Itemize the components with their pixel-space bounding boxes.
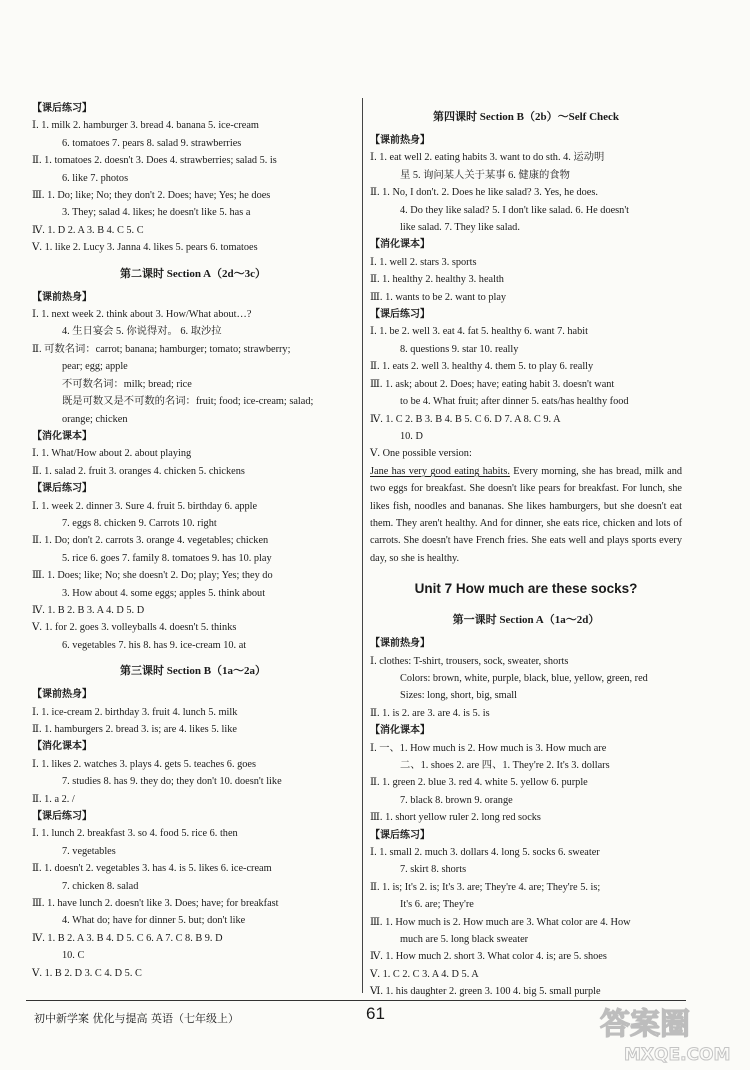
exercise-section-label: 【消化课本】 [32,741,92,753]
answer-line-continued: 既是可数又是不可数的名词：fruit; food; ice-cream; salad; [62,396,314,408]
answer-line: Ⅴ. 1. B 2. D 3. C 4. D 5. C [32,967,142,979]
answer-line-continued: 7. skirt 8. shorts [400,864,467,876]
answer-line: Ⅰ. 1. milk 2. hamburger 3. bread 4. banana 5. ice-cream [32,120,259,132]
lesson-heading: 第二课时 Section A（2d～3c） [119,267,267,280]
answer-line-continued: 10. D [400,430,423,442]
answer-line: Ⅰ. 1. lunch 2. breakfast 3. so 4. food 5. rice 6. then [32,828,238,840]
answer-line: Ⅴ. 1. C 2. C 3. A 4. D 5. A [370,968,479,980]
answer-line-continued: to be 4. What fruit; after dinner 5. eats/has healthy food [400,396,629,408]
answer-line-continued: 7. vegetables [62,845,116,857]
answer-line-continued: pear; egg; apple [62,361,128,373]
answer-line: Ⅱ. 1. is 2. are 3. are 4. is 5. is [370,707,490,719]
watermark-text: 答案圈 [600,1007,690,1042]
answer-line: Ⅲ. 1. Do; like; No; they don't 2. Does; have; Yes; he does [32,190,271,202]
answer-line: Ⅰ. 1. ice-cream 2. birthday 3. fruit 4. lunch 5. milk [32,706,238,718]
answer-line: Ⅱ. 1. doesn't 2. vegetables 3. has 4. is 5. likes 6. ice-cream [32,863,272,875]
book-title: 初中新学案 优化与提高 英语（七年级上） [34,1012,239,1025]
exercise-section-label: 【消化课本】 [370,239,430,251]
answer-line-continued: Sizes: long, short, big, small [400,690,517,702]
answer-line: Ⅲ. 1. Does; like; No; she doesn't 2. Do; play; Yes; they do [32,570,273,582]
answer-line-continued: 7. black 8. brown 9. orange [400,794,513,806]
exercise-section-label: 【课后练习】 [32,811,92,823]
answer-line: Ⅰ. 1. What/How about 2. about playing [32,448,192,460]
answer-line: Ⅳ. 1. B 2. A 3. B 4. D 5. C 6. A 7. C 8. B 9. D [32,932,223,944]
answer-line: Ⅱ. 1. green 2. blue 3. red 4. white 5. yellow 6. purple [370,777,588,789]
answer-line-continued: 6. like 7. photos [62,172,129,184]
answer-line-continued: 3. They; salad 4. likes; he doesn't like 5. has a [62,207,251,219]
answer-line: Ⅱ. 1. healthy 2. healthy 3. health [370,274,504,286]
answer-line: Ⅰ. clothes: T-shirt, trousers, sock, sweater, shorts [370,655,569,667]
answer-line: Ⅰ. 1. small 2. much 3. dollars 4. long 5. socks 6. sweater [370,847,600,859]
answer-line: Ⅰ. 1. be 2. well 3. eat 4. fat 5. healthy 6. want 7. habit [370,326,588,338]
answer-line-continued: 4. Do they like salad? 5. I don't like salad. 6. He doesn't [400,204,630,216]
answer-line-continued: 4. 生日宴会 5. 你说得对。 6. 取沙拉 [62,326,222,338]
answer-line: Ⅴ. 1. for 2. goes 3. volleyballs 4. doesn't 5. thinks [32,622,237,634]
answer-line: Ⅱ. 1. is; It's 2. is; It's 3. are; They're 4. are; They're 5. is; [370,881,601,893]
answer-line: Ⅱ. 1. eats 2. well 3. healthy 4. them 5. to play 6. really [370,361,594,373]
exercise-section-label: 【消化课本】 [32,430,92,442]
answer-line: Ⅳ. 1. B 2. B 3. A 4. D 5. D [32,604,145,616]
column-divider [362,98,363,993]
answer-line: Ⅰ. 1. well 2. stars 3. sports [370,256,477,268]
answer-line-continued: 6. tomatoes 7. pears 8. salad 9. strawberries [62,137,242,149]
answer-line: Ⅰ. 1. likes 2. watches 3. plays 4. gets 5. teaches 6. goes [32,758,256,770]
answer-line: Ⅰ. 一、1. How much is 2. How much is 3. How much are [370,742,607,754]
exercise-section-label: 【课后练习】 [32,103,92,114]
answer-line: Ⅵ. 1. his daughter 2. green 3. 100 4. big 5. small purple [370,986,601,998]
answer-line-continued: 星 5. 询问某人关于某事 6. 健康的食物 [400,169,570,181]
answer-line: Ⅱ. 1. salad 2. fruit 3. oranges 4. chicken 5. chickens [32,465,245,477]
answer-line: Ⅲ. 1. short yellow ruler 2. long red socks [370,812,541,824]
answer-line: Ⅲ. 1. ask; about 2. Does; have; eating habit 3. doesn't want [370,378,615,390]
left-answer-column [32,100,354,982]
answer-line: Ⅲ. 1. How much is 2. How much are 3. What color are 4. How [370,916,631,928]
lesson-heading: 第一课时 Section A（1a～2d） [452,614,600,627]
exercise-section-label: 【课前热身】 [32,689,92,701]
exercise-section-label: 【课前热身】 [370,135,430,146]
answer-line-continued: 10. C [62,950,85,962]
exercise-section-label: 【课前热身】 [32,291,92,303]
answer-line: Ⅰ. 1. next week 2. think about 3. How/What about…? [32,309,252,321]
answer-line-continued: 8. questions 9. star 10. really [400,343,519,355]
answer-line-continued: 7. eggs 8. chicken 9. Carrots 10. right [62,517,217,529]
answer-line: Ⅰ. 1. week 2. dinner 3. Sure 4. fruit 5. birthday 6. apple [32,500,258,512]
answer-line-continued: 3. How about 4. some eggs; apples 5. think about [62,587,266,599]
answer-line: Ⅳ. 1. How much 2. short 3. What color 4. is; are 5. shoes [370,951,607,963]
answer-line-continued: 5. rice 6. goes 7. family 8. tomatoes 9. has 10. play [62,552,272,564]
answer-line: Ⅱ. 1. a 2. / [32,793,75,805]
watermark-url: MXQE.COM [624,1045,731,1065]
exercise-section-label: 【课后练习】 [370,829,430,841]
exercise-section-label: 【课后练习】 [370,309,430,321]
answer-line-continued: 二、1. shoes 2. are 四、1. They're 2. It's 3. dollars [400,760,610,771]
answer-line-continued: 6. vegetables 7. his 8. has 9. ice-cream 10. at [62,639,247,651]
answer-line-continued: 不可数名词：milk; bread; rice [62,378,192,390]
exercise-section-label: 【课前热身】 [370,638,430,650]
answer-line: Ⅴ. 1. like 2. Lucy 3. Janna 4. likes 5. pears 6. tomatoes [32,242,258,254]
exercise-section-label: 【课后练习】 [32,483,92,495]
answer-line: Ⅱ. 1. hamburgers 2. bread 3. is; are 4. likes 5. like [32,724,237,735]
answer-line-continued: It's 6. are; They're [400,899,474,911]
answer-line: Ⅲ. 1. wants to be 2. want to play [370,291,507,303]
answer-line: Ⅰ. 1. eat well 2. eating habits 3. want to do sth. 4. 运动明 [370,152,605,164]
page-number: 61 [366,1004,385,1023]
answer-line-continued: like salad. 7. They like salad. [400,222,520,234]
answer-line: Ⅳ. 1. C 2. B 3. B 4. B 5. C 6. D 7. A 8. C 9. A [370,413,561,425]
answer-line: Ⅳ. 1. D 2. A 3. B 4. C 5. C [32,224,144,236]
answer-line: Ⅱ. 可数名词：carrot; banana; hamburger; tomato; strawberry; [32,343,291,355]
essay-body: Every morning, she has bread, milk and two eggs for breakfast. She doesn't like pears for breakfast. For lunch, she likes fish, noodles and bananas. She likes hamburgers, but she doesn't eat them. They aren't healthy. And for dinner, she eats rice, chicken and lots of carrots. She doesn't have French fries. She eats well and plays sports every day, so she is healthy. [370,465,682,564]
lesson-heading: 第四课时 Section B（2b）～Self Check [432,111,620,123]
sample-essay [370,463,682,567]
unit-heading: Unit 7 How much are these socks? [414,581,638,597]
footer-rule [26,1000,686,1001]
answer-line: Ⅱ. 1. tomatoes 2. doesn't 3. Does 4. strawberries; salad 5. is [32,155,277,167]
right-answer-column [370,100,682,1001]
answer-line: Ⅲ. 1. have lunch 2. doesn't like 3. Does; have; for breakfast [32,898,279,910]
answer-line: Ⅱ. 1. Do; don't 2. carrots 3. orange 4. vegetables; chicken [32,535,269,547]
answer-line-continued: 4. What do; have for dinner 5. but; don't like [62,915,246,927]
answer-line: Ⅴ. One possible version: [370,448,472,460]
exercise-section-label: 【消化课本】 [370,725,430,737]
answer-line-continued: Colors: brown, white, purple, black, blue, yellow, green, red [400,672,648,684]
answer-line-continued: 7. studies 8. has 9. they do; they don't 10. doesn't like [62,776,282,788]
answer-line-continued: much are 5. long black sweater [400,934,529,946]
answer-line-continued: 7. chicken 8. salad [62,880,139,892]
answer-line-continued: orange; chicken [62,413,128,425]
answer-line: Ⅱ. 1. No, I don't. 2. Does he like salad? 3. Yes, he does. [370,187,598,199]
watermark-logo [596,1000,746,1066]
lesson-heading: 第三课时 Section B（1a～2a） [119,665,267,678]
essay-topic-sentence: Jane has very good eating habits. [370,465,510,477]
